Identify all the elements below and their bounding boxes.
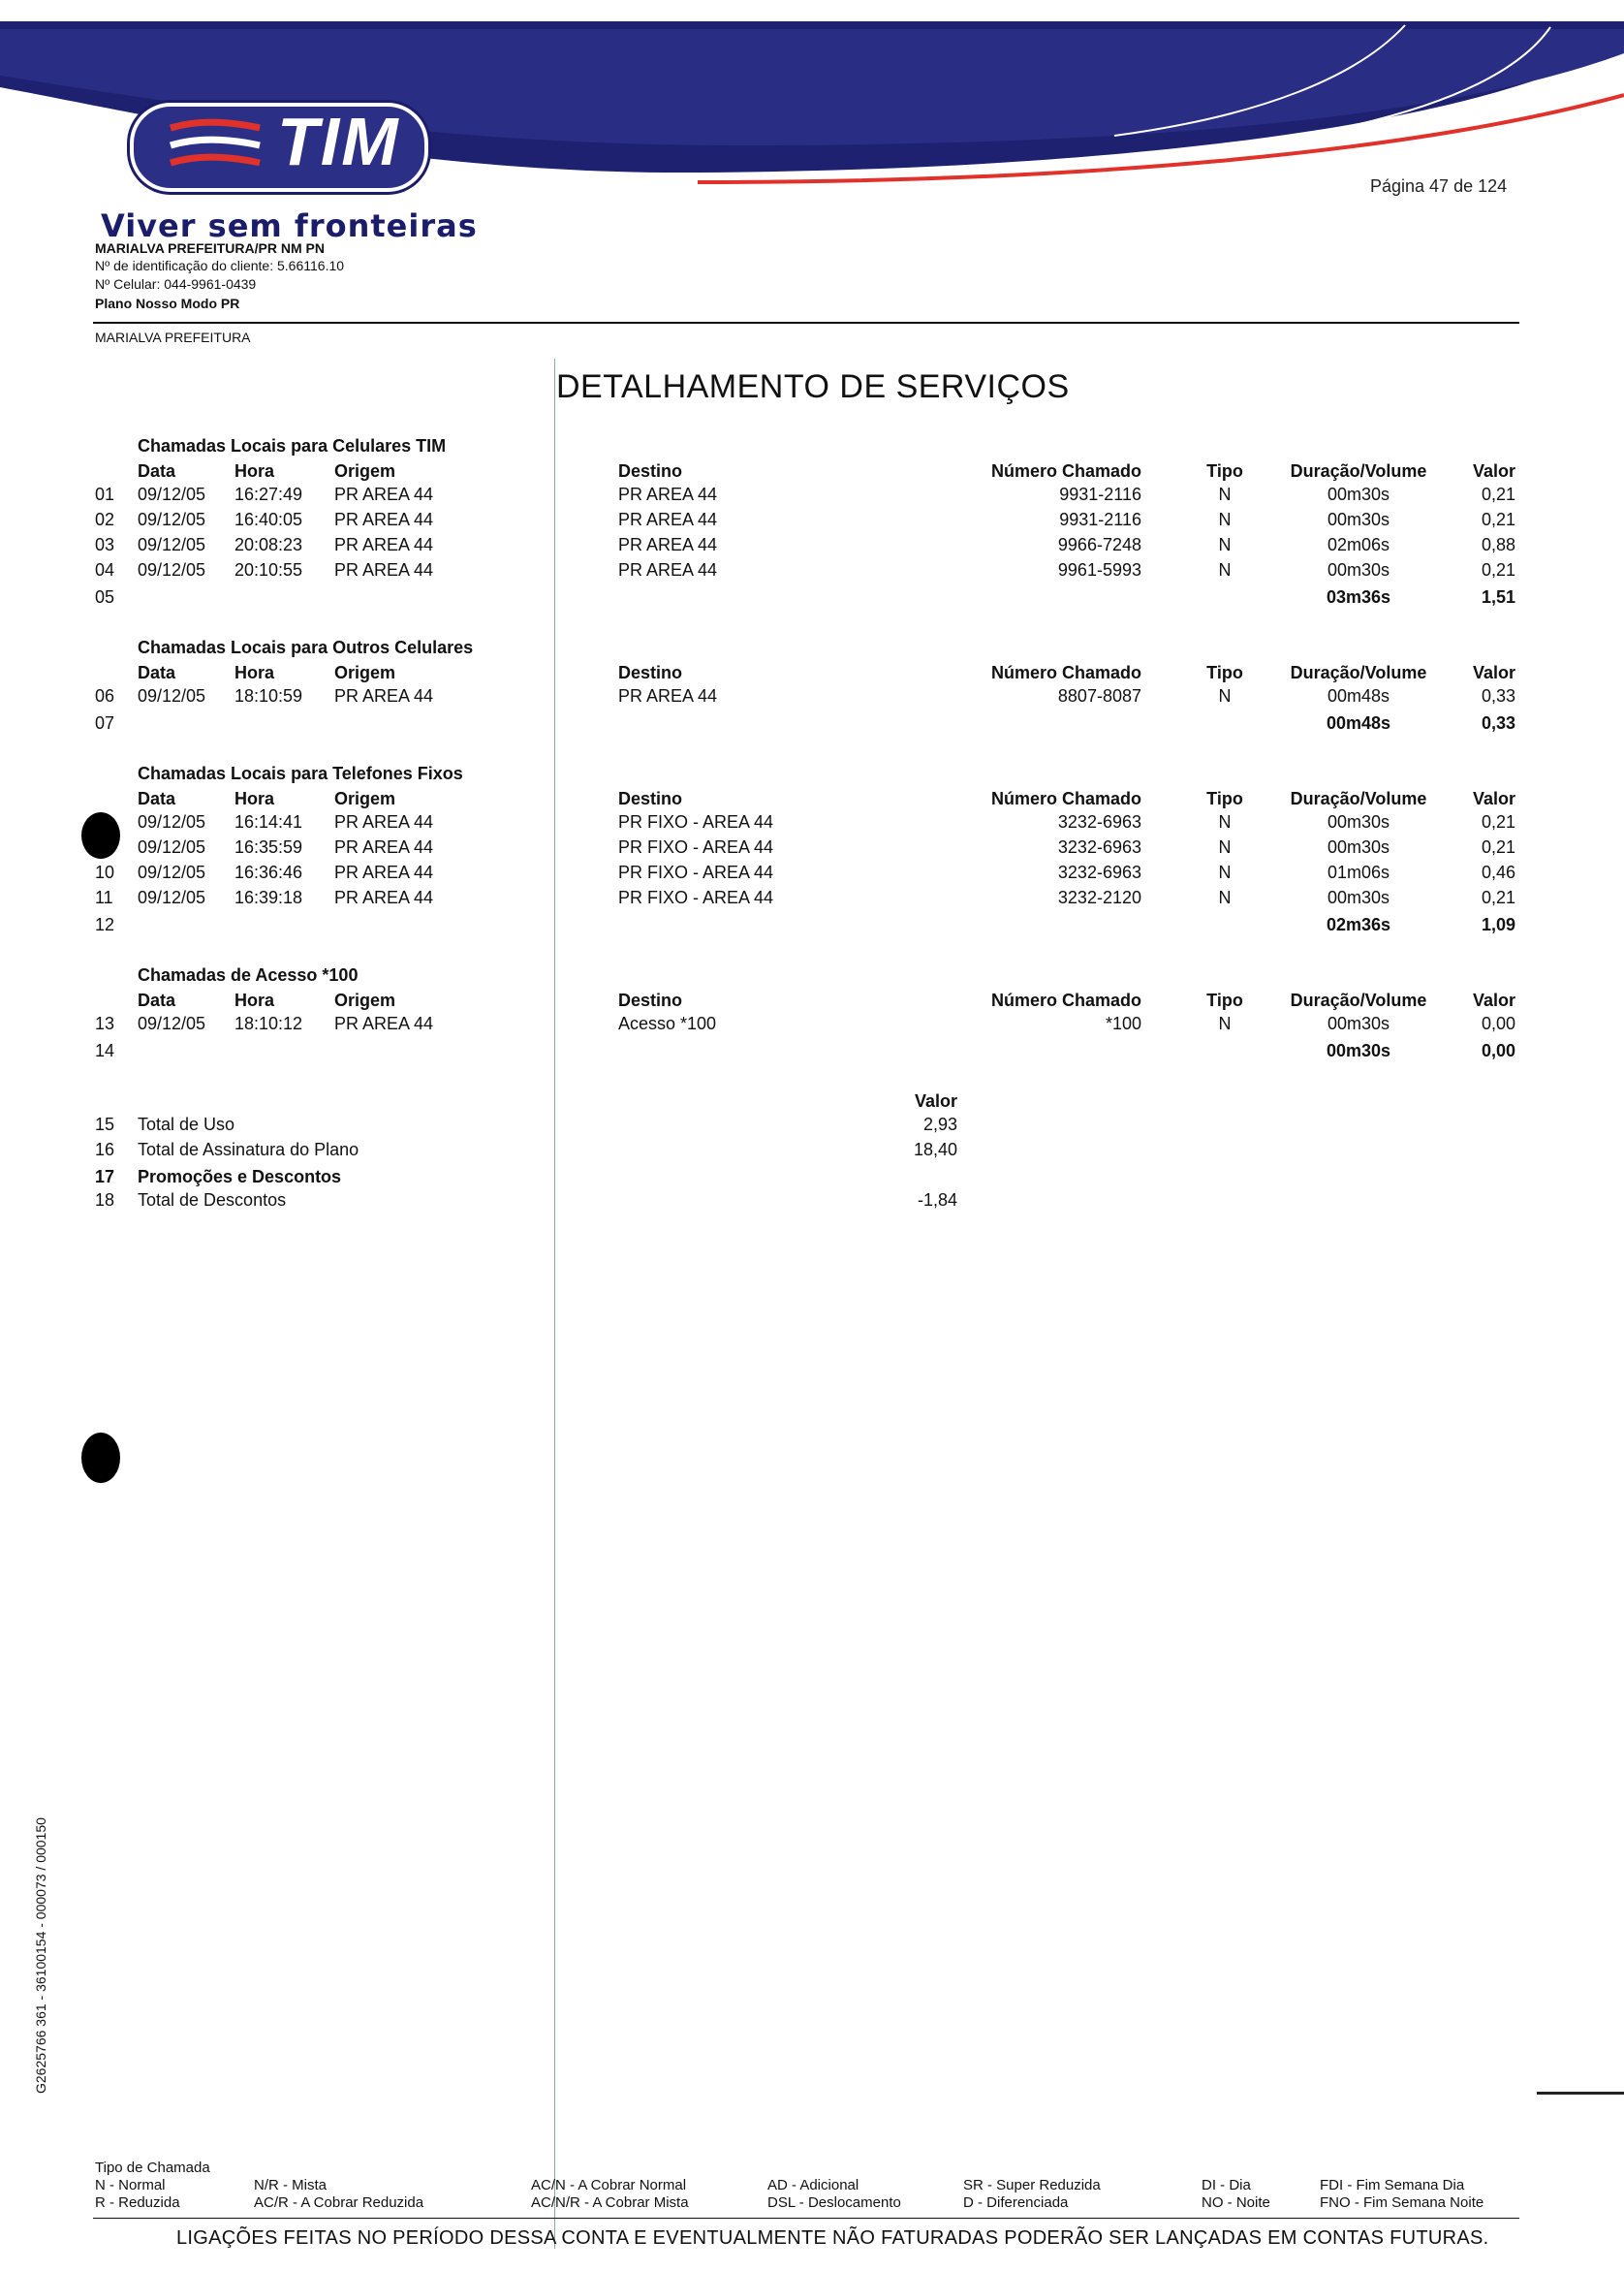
summary-label: Total de Assinatura do Plano [138, 1140, 359, 1159]
client-name: MARIALVA PREFEITURA/PR NM PN [95, 240, 325, 256]
called-number: 3232-6963 [1057, 837, 1141, 857]
section-total-duration: 00m30s [1326, 1041, 1391, 1060]
section-title: Chamadas de Acesso *100 [138, 965, 359, 985]
col-header-data: Data [138, 461, 176, 481]
call-time: 20:08:23 [234, 535, 303, 554]
called-number: 8807-8087 [1057, 686, 1141, 706]
col-header-numero: Número Chamado [990, 663, 1141, 682]
call-value: 0,21 [1481, 560, 1515, 580]
row-number: 07 [95, 713, 115, 733]
call-value: 0,88 [1481, 535, 1515, 554]
legend-item: AC/N - A Cobrar Normal [531, 2177, 687, 2193]
col-header-origem: Origem [334, 461, 396, 481]
col-header-tipo: Tipo [1206, 461, 1243, 481]
col-header-destino: Destino [618, 789, 683, 808]
account-name: MARIALVA PREFEITURA [95, 330, 251, 345]
summary-label: Total de Descontos [138, 1190, 287, 1210]
row-number: 12 [95, 915, 115, 934]
call-time: 16:27:49 [234, 485, 303, 504]
col-header-origem: Origem [334, 789, 396, 808]
summary-number: 16 [95, 1140, 115, 1159]
legend-item: N - Normal [95, 2177, 166, 2193]
punch-hole [81, 1433, 120, 1483]
col-header-hora: Hora [234, 461, 275, 481]
call-type: N [1218, 535, 1232, 554]
call-destination: PR AREA 44 [618, 510, 718, 529]
call-destination: PR FIXO - AREA 44 [618, 888, 774, 907]
col-header-hora: Hora [234, 663, 275, 682]
call-origin: PR AREA 44 [334, 812, 434, 832]
called-number: 3232-2120 [1057, 888, 1141, 907]
call-type: N [1218, 686, 1232, 706]
called-number: 9966-7248 [1057, 535, 1141, 554]
call-destination: PR FIXO - AREA 44 [618, 863, 774, 882]
footer-divider [93, 2218, 1519, 2219]
call-origin: PR AREA 44 [334, 1014, 434, 1033]
punch-hole [81, 812, 120, 859]
col-header-duracao: Duração/Volume [1290, 991, 1427, 1010]
call-duration: 00m30s [1327, 888, 1390, 907]
summary-number: 15 [95, 1115, 115, 1134]
legend-item: D - Diferenciada [963, 2194, 1069, 2211]
col-header-valor: Valor [1472, 663, 1515, 682]
row-number: 03 [95, 535, 115, 554]
call-value: 0,00 [1481, 1014, 1515, 1033]
called-number: *100 [1105, 1014, 1141, 1033]
legend-item: N/R - Mista [254, 2177, 327, 2193]
call-duration: 00m30s [1327, 510, 1390, 529]
legend-item: DI - Dia [1202, 2177, 1251, 2193]
fold-line [554, 359, 555, 2249]
col-header-data: Data [138, 663, 176, 682]
called-number: 9931-2116 [1059, 485, 1141, 504]
row-number: 06 [95, 686, 115, 706]
call-value: 0,33 [1481, 686, 1515, 706]
call-duration: 01m06s [1327, 863, 1390, 882]
row-number: 11 [95, 888, 113, 907]
call-date: 09/12/05 [138, 535, 206, 554]
call-date: 09/12/05 [138, 1014, 206, 1033]
col-header-valor: Valor [1472, 461, 1515, 481]
call-type: N [1218, 837, 1232, 857]
call-destination: PR AREA 44 [618, 485, 718, 504]
phone-number: Nº Celular: 044-9961-0439 [95, 276, 257, 292]
brand-slogan: Viver sem fronteiras [101, 207, 478, 244]
call-origin: PR AREA 44 [334, 837, 434, 857]
call-origin: PR AREA 44 [334, 686, 434, 706]
call-type: N [1218, 888, 1232, 907]
call-duration: 00m48s [1327, 686, 1390, 706]
col-header-duracao: Duração/Volume [1290, 663, 1427, 682]
call-date: 09/12/05 [138, 888, 206, 907]
section-total-value: 0,33 [1481, 713, 1515, 733]
call-time: 16:40:05 [234, 510, 303, 529]
called-number: 9961-5993 [1057, 560, 1141, 580]
legend-item: AD - Adicional [767, 2177, 859, 2193]
col-header-duracao: Duração/Volume [1290, 461, 1427, 481]
call-time: 16:35:59 [234, 837, 303, 857]
section-total-value: 1,09 [1481, 915, 1515, 934]
call-type: N [1218, 863, 1232, 882]
call-time: 18:10:12 [234, 1014, 303, 1033]
col-header-data: Data [138, 991, 176, 1010]
legend-item: FNO - Fim Semana Noite [1320, 2194, 1484, 2211]
summary-label: Promoções e Descontos [138, 1167, 342, 1186]
legend-item: AC/N/R - A Cobrar Mista [531, 2194, 689, 2211]
col-header-origem: Origem [334, 663, 396, 682]
call-type: N [1218, 485, 1232, 504]
call-value: 0,21 [1481, 837, 1515, 857]
client-id: Nº de identificação do cliente: 5.66116.10 [95, 258, 345, 273]
col-header-duracao: Duração/Volume [1290, 789, 1427, 808]
col-header-hora: Hora [234, 789, 275, 808]
call-origin: PR AREA 44 [334, 863, 434, 882]
section-total-duration: 00m48s [1326, 713, 1391, 733]
call-time: 16:39:18 [234, 888, 303, 907]
footer-notice: LIGAÇÕES FEITAS NO PERÍODO DESSA CONTA E EVENTUALMENTE NÃO FATURADAS PODERÃO SER LANÇADAS EM CONTAS FUTURAS. [176, 2227, 1489, 2249]
call-duration: 00m30s [1327, 812, 1390, 832]
call-duration: 00m30s [1327, 485, 1390, 504]
call-destination: Acesso *100 [618, 1014, 717, 1033]
col-header-destino: Destino [618, 991, 683, 1010]
legend-item: DSL - Deslocamento [767, 2194, 901, 2211]
summary-value: 18,40 [913, 1140, 957, 1159]
call-value: 0,21 [1481, 510, 1515, 529]
call-date: 09/12/05 [138, 510, 206, 529]
call-time: 16:14:41 [234, 812, 303, 832]
call-value: 0,21 [1481, 812, 1515, 832]
row-number: 14 [95, 1041, 115, 1060]
call-date: 09/12/05 [138, 485, 206, 504]
call-duration: 02m06s [1327, 535, 1390, 554]
row-number: 01 [95, 485, 115, 504]
row-number: 05 [95, 587, 115, 607]
col-header-hora: Hora [234, 991, 275, 1010]
col-header-tipo: Tipo [1206, 991, 1243, 1010]
call-duration: 00m30s [1327, 1014, 1390, 1033]
margin-mark [1537, 2092, 1624, 2095]
section-total-duration: 02m36s [1326, 915, 1391, 934]
call-date: 09/12/05 [138, 560, 206, 580]
col-header-tipo: Tipo [1206, 789, 1243, 808]
call-origin: PR AREA 44 [334, 510, 434, 529]
section-title: Chamadas Locais para Telefones Fixos [138, 764, 463, 783]
call-destination: PR AREA 44 [618, 686, 718, 706]
call-duration: 00m30s [1327, 560, 1390, 580]
legend-item: R - Reduzida [95, 2194, 180, 2211]
call-time: 20:10:55 [234, 560, 303, 580]
section-total-value: 1,51 [1481, 587, 1515, 607]
plan-name: Plano Nosso Modo PR [95, 296, 240, 311]
col-header-tipo: Tipo [1206, 663, 1243, 682]
call-destination: PR AREA 44 [618, 560, 718, 580]
page-number: Página 47 de 124 [1370, 176, 1508, 196]
call-destination: PR FIXO - AREA 44 [618, 837, 774, 857]
legend-item: AC/R - A Cobrar Reduzida [254, 2194, 424, 2211]
call-type: N [1218, 1014, 1232, 1033]
col-header-valor: Valor [1472, 991, 1515, 1010]
call-value: 0,46 [1481, 863, 1515, 882]
col-header-origem: Origem [334, 991, 396, 1010]
summary-valor-header: Valor [914, 1091, 957, 1111]
call-origin: PR AREA 44 [334, 560, 434, 580]
section-total-duration: 03m36s [1326, 587, 1391, 607]
call-duration: 00m30s [1327, 837, 1390, 857]
call-value: 0,21 [1481, 888, 1515, 907]
call-date: 09/12/05 [138, 837, 206, 857]
tim-logo-text: TIM [277, 104, 400, 179]
row-number: 10 [95, 863, 115, 882]
call-time: 18:10:59 [234, 686, 303, 706]
col-header-data: Data [138, 789, 176, 808]
called-number: 3232-6963 [1057, 863, 1141, 882]
legend-item: SR - Super Reduzida [963, 2177, 1101, 2193]
summary-number: 17 [95, 1167, 115, 1186]
call-date: 09/12/05 [138, 686, 206, 706]
row-number: 04 [95, 560, 115, 580]
summary-value: 2,93 [922, 1115, 957, 1134]
col-header-destino: Destino [618, 461, 683, 481]
col-header-valor: Valor [1472, 789, 1515, 808]
section-total-value: 0,00 [1481, 1041, 1515, 1060]
summary-number: 18 [95, 1190, 115, 1210]
call-destination: PR AREA 44 [618, 535, 718, 554]
call-type: N [1218, 560, 1232, 580]
called-number: 9931-2116 [1059, 510, 1141, 529]
call-origin: PR AREA 44 [334, 485, 434, 504]
summary-value: -1,84 [917, 1190, 957, 1210]
tim-logo-icon [167, 118, 264, 174]
col-header-numero: Número Chamado [990, 461, 1141, 481]
section-title: Chamadas Locais para Outros Celulares [138, 638, 474, 657]
row-number: 02 [95, 510, 115, 529]
call-time: 16:36:46 [234, 863, 303, 882]
section-title: Chamadas Locais para Celulares TIM [138, 436, 447, 456]
row-number: 13 [95, 1014, 115, 1033]
header-divider [93, 322, 1519, 324]
called-number: 3232-6963 [1057, 812, 1141, 832]
call-value: 0,21 [1481, 485, 1515, 504]
call-date: 09/12/05 [138, 863, 206, 882]
summary-label: Total de Uso [138, 1115, 235, 1134]
legend-title: Tipo de Chamada [95, 2160, 210, 2176]
page-title: DETALHAMENTO DE SERVIÇOS [556, 368, 1070, 405]
col-header-numero: Número Chamado [990, 789, 1141, 808]
call-origin: PR AREA 44 [334, 535, 434, 554]
legend-item: NO - Noite [1202, 2194, 1270, 2211]
call-origin: PR AREA 44 [334, 888, 434, 907]
side-control-code: G2625766 361 - 36100154 - 000073 / 000150 [33, 1817, 48, 2094]
call-date: 09/12/05 [138, 812, 206, 832]
col-header-destino: Destino [618, 663, 683, 682]
call-destination: PR FIXO - AREA 44 [618, 812, 774, 832]
col-header-numero: Número Chamado [990, 991, 1141, 1010]
call-type: N [1218, 812, 1232, 832]
call-type: N [1218, 510, 1232, 529]
legend-item: FDI - Fim Semana Dia [1320, 2177, 1465, 2193]
